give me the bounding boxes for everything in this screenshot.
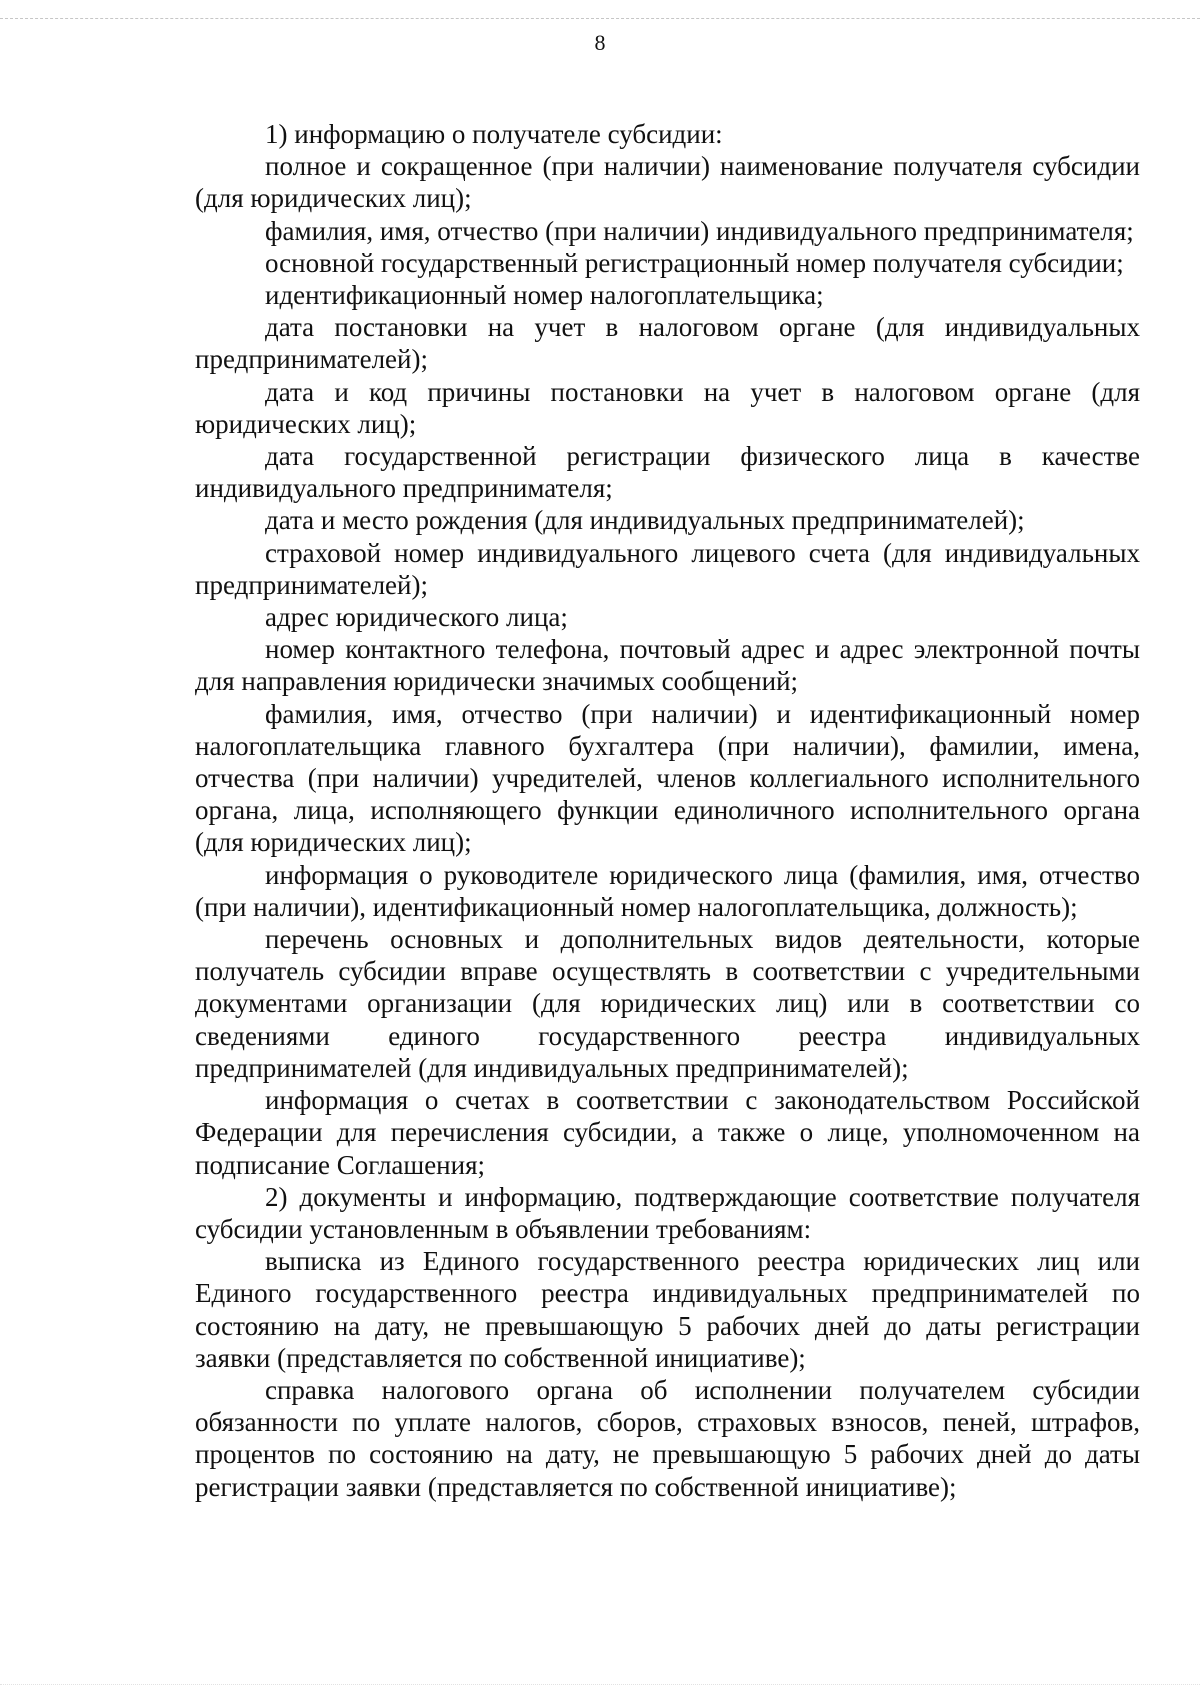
- paragraph-recipient-info-heading: 1) информацию о получателе субсидии:: [265, 119, 723, 149]
- paragraph-legal-address: адрес юридического лица;: [265, 602, 568, 633]
- paragraph-tax-certificate: справка налогового органа об исполнении получателем субсидии обязанности по уплате налогов, сборов, страховых взносов, пеней, штрафов, процентов по состоянию на дату, не превышающую 5 рабочих дней до даты регистрации заявки (представляется по собственной инициативе);: [195, 1374, 1140, 1502]
- paragraph-entrepreneur-name: фамилия, имя, отчество (при наличии) индивидуального предпринимателя;: [265, 215, 1134, 246]
- paragraph-tax-registration-reason: дата и код причины постановки на учет в налоговом органе (для юридических лиц);: [195, 376, 1140, 439]
- scan-bottom-line: [0, 1684, 1200, 1686]
- paragraph-inn: идентификационный номер налогоплательщика;: [265, 280, 824, 311]
- paragraph-registry-extract: выписка из Единого государственного реестра юридических лиц или Единого государственного реестра индивидуальных предпринимателей по состоянию на дату, не превышающую 5 рабочих дней до даты регистрации заявки (представляется по собственной инициативе);: [195, 1246, 1140, 1373]
- paragraph-documents-heading: 2) документы и информацию, подтверждающие соответствие получателя субсидии установленным в объявлении требованиям:: [195, 1181, 1140, 1244]
- paragraph-activities: перечень основных и дополнительных видов деятельности, которые получатель субсидии вправе осуществлять в соответствии с учредительными документами организации (для юридических лиц) или в соответствии со сведениями единого государственного реестра индивидуальных предпринимателей (для индивидуальных предпринимателей);: [195, 924, 1140, 1083]
- document-body: [195, 118, 1140, 1503]
- paragraph-head-info: информация о руководителе юридического лица (фамилия, имя, отчество (при наличии), идентификационный номер налогоплательщика, должность);: [195, 859, 1140, 922]
- paragraph-contact-info: номер контактного телефона, почтовый адрес и адрес электронной почты для направления юридически значимых сообщений;: [195, 634, 1140, 697]
- scan-edge-line: [0, 18, 1200, 21]
- paragraph-officials: фамилия, имя, отчество (при наличии) и идентификационный номер налогоплательщика главного бухгалтера (при наличии), фамилии, имена, отчества (при наличии) учредителей, членов коллегиального исполнительного органа, лица, исполняющего функции единоличного исполнительного органа (для юридических лиц);: [195, 698, 1140, 858]
- page-number: 8: [594, 30, 606, 55]
- paragraph-tax-registration-date: дата постановки на учет в налоговом органе (для индивидуальных предпринимателей);: [195, 312, 1140, 375]
- paragraph-ogrn: основной государственный регистрационный номер получателя субсидии;: [265, 247, 1124, 278]
- paragraph-birth-date-place: дата и место рождения (для индивидуальных предпринимателей);: [265, 505, 1025, 536]
- paragraph-state-registration-date: дата государственной регистрации физического лица в качестве индивидуального предпринимателя;: [195, 441, 1140, 504]
- paragraph-accounts: информация о счетах в соответствии с законодательством Российской Федерации для перечисления субсидии, а также о лице, уполномоченном на подписание Соглашения;: [195, 1085, 1140, 1180]
- paragraph-full-name: полное и сокращенное (при наличии) наименование получателя субсидии (для юридических лиц);: [195, 151, 1140, 214]
- paragraph-snils: страховой номер индивидуального лицевого счета (для индивидуальных предпринимателей);: [195, 537, 1140, 600]
